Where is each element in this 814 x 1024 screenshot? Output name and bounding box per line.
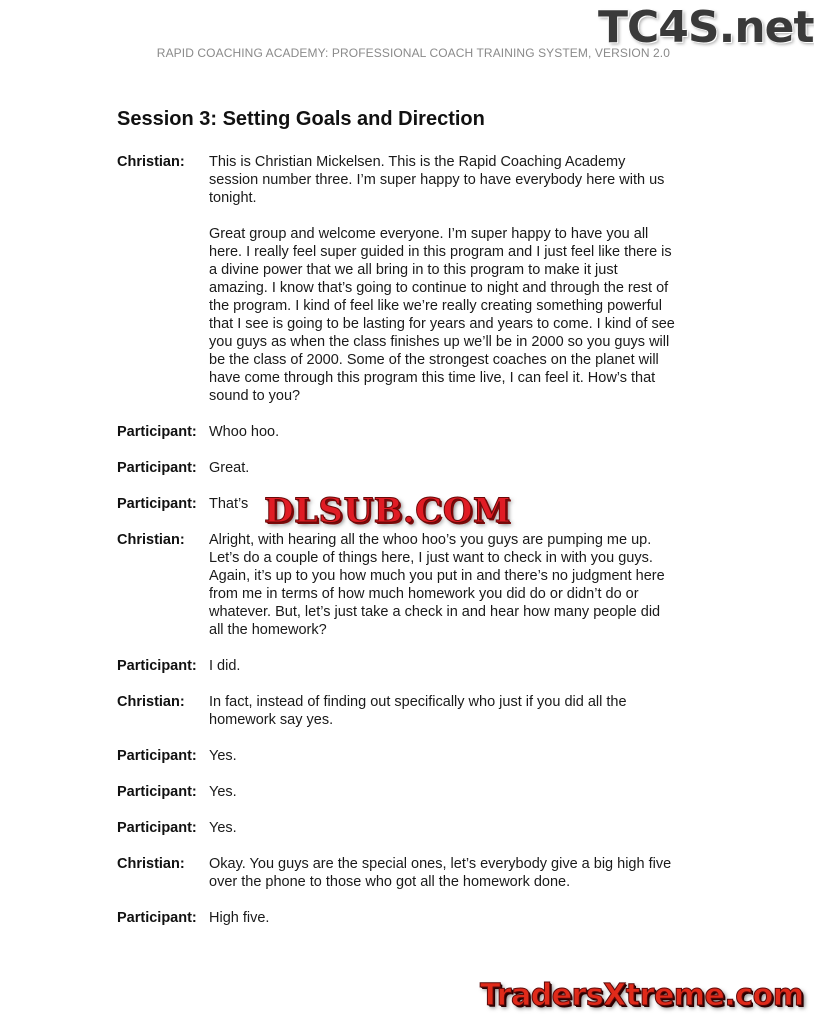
utterance-paragraph: This is Christian Mickelsen. This is the Rapid Coaching Academy session number three. I’m super happy to have everybody here with us tonight. [209, 154, 665, 206]
transcript-entry [117, 153, 687, 405]
speaker-label: Participant: [117, 748, 197, 764]
transcript [117, 153, 687, 945]
speaker-label: Christian: [117, 532, 185, 548]
utterance [209, 783, 675, 801]
transcript-entry [117, 531, 687, 639]
speaker-label: Christian: [117, 856, 185, 872]
utterance-paragraph: High five. [209, 910, 270, 926]
speaker-label: Participant: [117, 496, 197, 512]
utterance-paragraph: I did. [209, 658, 241, 674]
speaker-label: Participant: [117, 424, 197, 440]
utterance-paragraph: Okay. You guys are the special ones, let’s everybody give a big high five over the phone to those who got all the homework done. [209, 856, 672, 890]
speaker-label: Participant: [117, 460, 197, 476]
utterance [209, 855, 675, 891]
speaker-label: Participant: [117, 910, 197, 926]
utterance [209, 531, 675, 639]
utterance-paragraph: In fact, instead of finding out specifically who just if you did all the homework say yes. [209, 694, 627, 728]
speaker-label: Participant: [117, 658, 197, 674]
utterance-paragraph: Yes. [209, 784, 237, 800]
utterance [209, 423, 675, 441]
transcript-entry [117, 459, 687, 477]
speaker-label: Christian: [117, 154, 185, 170]
utterance [209, 657, 675, 675]
transcript-entry [117, 657, 687, 675]
speaker-label: Participant: [117, 784, 197, 800]
transcript-entry [117, 819, 687, 837]
speaker-label: Participant: [117, 820, 197, 836]
utterance-paragraph: Whoo hoo. [209, 424, 280, 440]
speaker-label: Christian: [117, 694, 185, 710]
utterance-paragraph: Great group and welcome everyone. I’m super happy to have you all here. I really feel super guided in this program and I just feel like there is a divine power that we all bring in to this program to make it just amazing. I know that’s going to continue to night and through the rest of the program. I kind of feel like we’re really creating something powerful that I see is going to be lasting for years and years to come. I kind of see you guys as when the class finishes up we’ll be in 2000 so you guys will be the class of 2000. Some of the strongest coaches on the planet will have come through this program this time live, I can feel it. How’s that sound to you? [209, 226, 675, 404]
watermark-bottom: TradersXtreme.com [480, 978, 804, 1013]
running-header: RAPID COACHING ACADEMY: PROFESSIONAL COACH TRAINING SYSTEM, VERSION 2.0 [156, 46, 670, 60]
transcript-entry [117, 855, 687, 891]
utterance [209, 459, 675, 477]
utterance-paragraph: Yes. [209, 820, 237, 836]
utterance-paragraph: Great. [209, 460, 250, 476]
utterance-paragraph: Alright, with hearing all the whoo hoo’s you guys are pumping me up. Let’s do a couple of things here, I just want to check in with you guys. Again, it’s up to you how much you put in and there’s no judgment here from me in terms of how much homework you did do or didn’t do or whatever. But, let’s just take a check in and hear how many people did all the homework? [209, 532, 665, 638]
transcript-entry [117, 909, 687, 927]
utterance-paragraph: Yes. [209, 748, 237, 764]
watermark-middle: DLSUB.COM [258, 491, 517, 531]
transcript-entry [117, 693, 687, 729]
session-title: Session 3: Setting Goals and Direction [117, 108, 485, 130]
utterance [209, 747, 675, 765]
utterance [209, 153, 675, 405]
transcript-entry [117, 783, 687, 801]
utterance [209, 693, 675, 729]
utterance-paragraph: That’s [209, 496, 249, 512]
transcript-entry [117, 423, 687, 441]
utterance [209, 909, 675, 927]
watermark-top: TC4S.net [598, 2, 814, 53]
utterance [209, 819, 675, 837]
transcript-entry [117, 747, 687, 765]
